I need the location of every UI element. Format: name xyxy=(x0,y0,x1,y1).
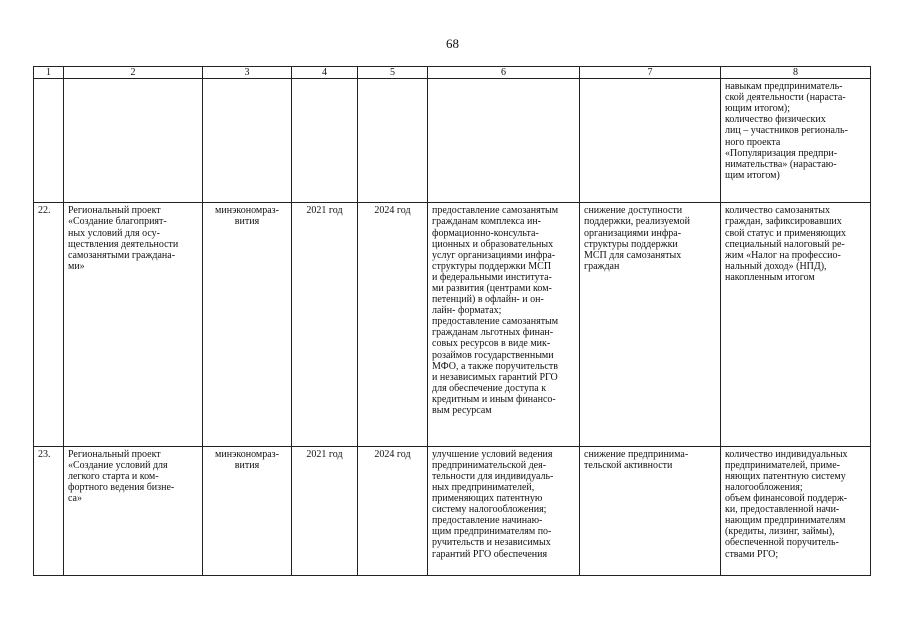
measures-cell: улучшение условий ведения предпринимательской дея- тельности для индивидуаль- ных предпринимателей, применяющих патентную систему налогообложения; предоставление начинаю- щим предпринимателям по- ручительств и независимых гарантий РГО обеспечения xyxy=(428,446,580,575)
measures-table xyxy=(33,66,871,576)
column-number-row xyxy=(34,67,871,79)
end-year-cell: 2024 год xyxy=(358,446,428,575)
row-number-cell: 22. xyxy=(34,203,64,446)
start-year-cell: 2021 год xyxy=(292,203,358,446)
project-name-cell: Региональный проект «Создание условий для легкого старта и ком- фортного ведения бизне- са» xyxy=(64,446,203,575)
start-year-cell: 2021 год xyxy=(292,446,358,575)
table-row xyxy=(34,446,871,575)
column-number: 4 xyxy=(292,67,358,79)
end-year-cell xyxy=(358,79,428,203)
indicators-cell: количество индивидуальных предпринимателей, приме- няющих патентную систему налогообложения; объем финансовой поддерж- ки, предоставленной начи- нающим предпринимателям (кредиты, лизинг, займы), обеспеченной поручитель- ствами РГО; xyxy=(721,446,871,575)
project-name-cell: Региональный проект «Создание благоприят- ных условий для осу- ществления деятельности самозанятыми граждана- ми» xyxy=(64,203,203,446)
end-year-cell: 2024 год xyxy=(358,203,428,446)
responsible-cell: минэкономраз- вития xyxy=(203,203,292,446)
row-number-cell: 23. xyxy=(34,446,64,575)
row-number-cell xyxy=(34,79,64,203)
column-number: 8 xyxy=(721,67,871,79)
consequences-cell xyxy=(580,79,721,203)
consequences-cell: снижение предпринима- тельской активности xyxy=(580,446,721,575)
table-row xyxy=(34,79,871,203)
indicators-cell: навыкам предприниматель- ской деятельности (нараста- ющим итогом); количество физических лиц – участников региональ- ного проекта «Популяризация предпри- нимательства» (нарастаю- щим итогом) xyxy=(721,79,871,203)
column-number: 1 xyxy=(34,67,64,79)
responsible-cell: минэкономраз- вития xyxy=(203,446,292,575)
column-number: 3 xyxy=(203,67,292,79)
table-row xyxy=(34,203,871,446)
measures-cell: предоставление самозанятым гражданам комплекса ин- формационно-консульта- ционных и образовательных услуг организациями инфра- структуры поддержки МСП и федеральными института- ми развития (центрами ком- петенций) в офлайн- и он- лайн- форматах; предоставление самозанятым гражданам льготных финан- совых ресурсов в виде мик- розаймов государственными МФО, а также поручительств и независимых гарантий РГО для обеспечение доступа к кредитным и иным финансо- вым ресурсам xyxy=(428,203,580,446)
consequences-cell: снижение доступности поддержки, реализуемой организациями инфра- структуры поддержки МСП для самозанятых граждан xyxy=(580,203,721,446)
project-name-cell xyxy=(64,79,203,203)
page-number: 68 xyxy=(446,36,459,51)
responsible-cell xyxy=(203,79,292,203)
measures-cell xyxy=(428,79,580,203)
indicators-cell: количество самозанятых граждан, зафиксировавших свой статус и применяющих специальный налоговый ре- жим «Налог на профессио- нальный доход» (НПД), накопленным итогом xyxy=(721,203,871,446)
column-number: 6 xyxy=(428,67,580,79)
column-number: 2 xyxy=(64,67,203,79)
column-number: 7 xyxy=(580,67,721,79)
column-number: 5 xyxy=(358,67,428,79)
start-year-cell xyxy=(292,79,358,203)
